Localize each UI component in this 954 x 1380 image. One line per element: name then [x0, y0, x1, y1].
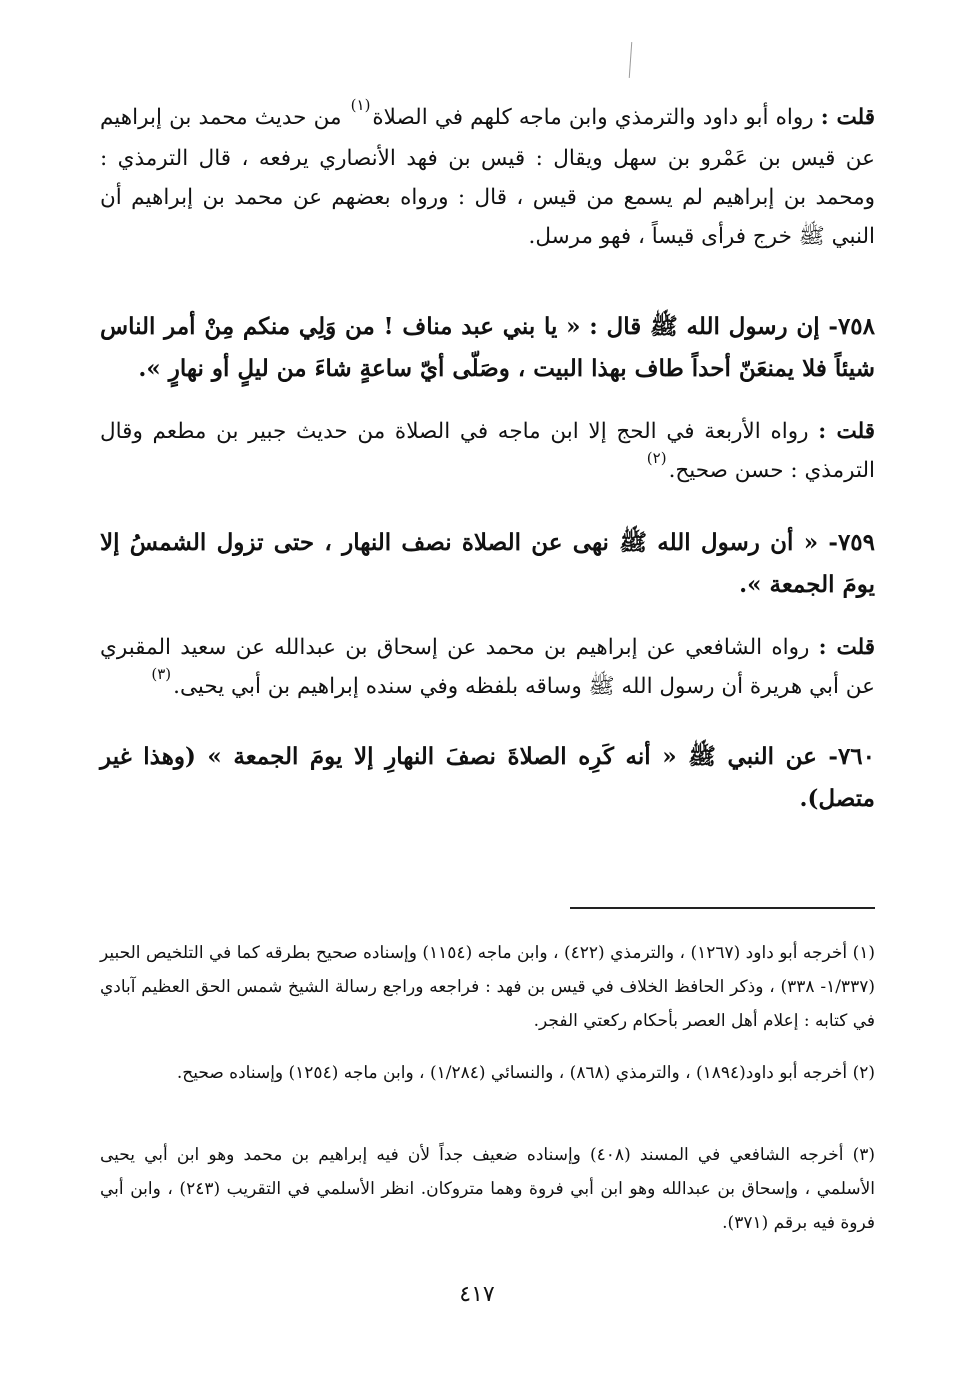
footnote-2 [100, 1056, 875, 1090]
hadith-text: ٧٦٠- عن النبي ﷺ « أنه كَرِه الصلاةَ نصفَ النهارِ إلا يومَ الجمعة » (وهذا غير متصل). [100, 743, 875, 812]
page-number: ٤١٧ [459, 1282, 495, 1307]
footnote-1 [100, 936, 875, 1038]
hadith-759 [100, 522, 875, 606]
qultu-keyword: قلت : [820, 105, 875, 130]
footnote-number: (١) [852, 943, 875, 963]
footnote-text: أخرجه أبو داود (١٢٦٧) ، والترمذي (٤٢٢) ، وابن ماجه (١١٥٤) وإسناده صحيح بطرقه كما في التلخيص الحبير (١/٣٣٧- ٣٣٨) ، وذكر الحافظ الخلاف في قيس بن فهد : فراجعه وراجع رسالة الشيخ شمس الحق العظيم آبادي في كتابه : إعلام أهل العصر بأحكام ركعتي الفجر. [100, 943, 875, 1031]
hadith-text: ٧٥٨- إن رسول الله ﷺ قال : « يا بني عبد مناف ! من وَلِي منكم مِنْ أمر الناس شيئاً فلا يمنعَنّ أحداً طاف بهذا البيت ، وصَلّى أيّ ساعةٍ شاءَ من ليلٍ أو نهارٍ ». [100, 313, 875, 382]
paragraph-text: رواه أبو داود والترمذي وابن ماجه كلهم في الصلاة [372, 105, 814, 130]
paragraph-3 [100, 628, 875, 708]
footnote-text: أخرجه الشافعي في المسند (٤٠٨) وإسناده ضعيف جداً لأن فيه إبراهيم بن محمد وهو ابن أبي يحيى الأسلمي ، وإسحاق بن عبدالله وهو ابن أبي فروة وهما متروكان. انظر الأسلمي في التقريب (٢٤٣) ، وابن أبي فروة فيه برقم (٣٧١). [100, 1145, 875, 1233]
hadith-text: ٧٥٩- « أن رسول الله ﷺ نهى عن الصلاة نصف النهار ، حتى تزول الشمسُ إلا يومَ الجمعة ». [100, 529, 875, 598]
paragraph-text: رواه الشافعي عن إبراهيم بن محمد عن إسحاق بن عبدالله عن سعيد المقبري عن أبي هريرة أن رسول الله ﷺ وساقه بلفظه وفي سنده إبراهيم بن أبي يحيى. [100, 635, 875, 699]
paragraph-1 [100, 98, 875, 256]
footnote-ref[interactable]: (٢) [646, 449, 667, 467]
footnote-number: (٢) [852, 1063, 875, 1083]
footnote-ref[interactable]: (١) [350, 96, 371, 114]
footnote-number: (٣) [852, 1145, 875, 1165]
hadith-760 [100, 736, 875, 820]
paragraph-text: من حديث محمد بن إبراهيم عن قيس بن عَمْرو بن سهل ويقال : قيس بن فهد الأنصاري يرفعه ، قال الترمذي : ومحمد بن إبراهيم لم يسمع من قيس ، قال : ورواه بعضهم عن محمد بن إبراهيم أن النبي ﷺ خرج فرأى قيساً ، فهو مرسل. [100, 105, 875, 249]
qultu-keyword: قلت : [818, 419, 876, 444]
qultu-keyword: قلت : [818, 635, 875, 660]
footnote-text: أخرجه أبو داود(١٨٩٤) ، والترمذي (٨٦٨) ، والنسائي (١/٢٨٤) ، وابن ماجه (١٢٥٤) وإسناده صحيح. [176, 1063, 848, 1083]
footnote-ref[interactable]: (٣) [151, 665, 172, 683]
hadith-758 [100, 306, 875, 390]
footnote-divider [570, 907, 875, 909]
footnote-3 [100, 1138, 875, 1240]
paragraph-2 [100, 412, 875, 492]
scan-mark [629, 42, 633, 78]
paragraph-text: رواه الأربعة في الحج إلا ابن ماجه في الصلاة من حديث جبير بن مطعم وقال الترمذي : حسن صحيح. [100, 419, 875, 483]
